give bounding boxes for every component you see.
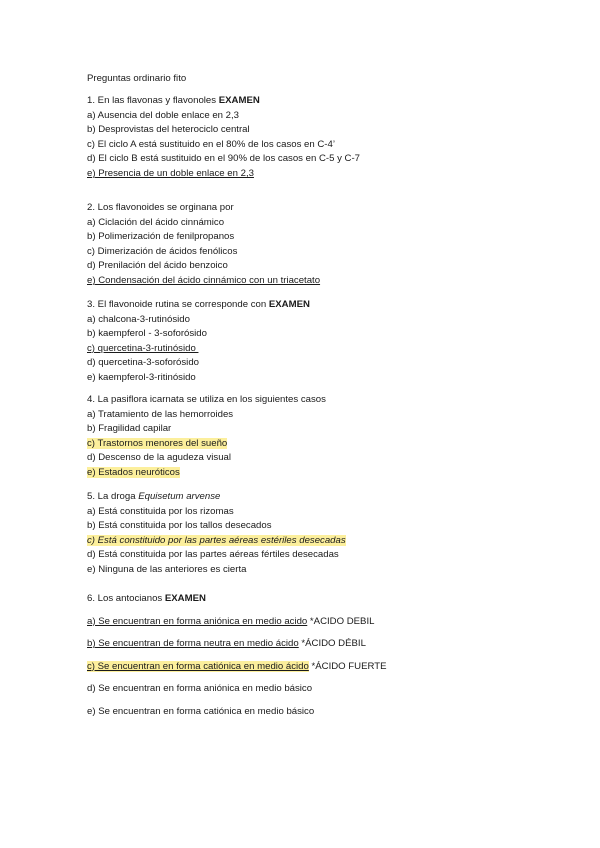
option-c-highlighted: c) Está constituido por las partes aéreas estériles desecadas xyxy=(87,534,346,546)
option-e-text: e) Se encuentran en forma catiónica en medio básico xyxy=(87,705,315,717)
exam-tag: EXAMEN xyxy=(268,299,310,310)
document-title: Preguntas ordinario fito xyxy=(87,73,187,84)
option-e-highlighted: e) Estados neuróticos xyxy=(87,466,180,478)
option-d: d) quercetina-3-soforósido xyxy=(87,357,199,369)
option-d: d) Está constituida por las partes aéreas fértiles desecadas xyxy=(87,549,339,561)
option-c: c) El ciclo A está sustituido en el 80% de los casos en C-4’ xyxy=(87,138,335,150)
question-stem xyxy=(87,490,567,505)
option-a: a) chalcona-3-rutinósido xyxy=(87,313,190,325)
question-5 xyxy=(87,490,567,578)
option-e-correct: e) Condensación del ácido cinnámico con un triacetato xyxy=(87,274,321,286)
question-6 xyxy=(87,588,567,723)
option-b-note: *ÁCIDO DÉBIL xyxy=(298,638,366,649)
question-4 xyxy=(87,393,567,481)
option-a: a) Está constituida por los rizomas xyxy=(87,505,234,517)
question-stem-text: 6. Los antocianos xyxy=(87,593,165,604)
option-a xyxy=(87,611,567,634)
option-b-text: b) Se encuentran de forma neutra en medio ácido xyxy=(87,638,299,649)
question-stem xyxy=(87,298,567,313)
option-b xyxy=(87,633,567,656)
option-d-text: d) Se encuentran en forma aniónica en medio básico xyxy=(87,683,313,694)
question-stem: 4. La pasiflora icarnata se utiliza en los siguientes casos xyxy=(87,394,326,405)
option-a-text: a) Se encuentran en forma aniónica en medio acido xyxy=(87,615,308,627)
option-d: d) Prenilación del ácido benzoico xyxy=(87,260,228,272)
option-e xyxy=(87,701,567,724)
option-a: a) Ausencia del doble enlace en 2,3 xyxy=(87,109,240,121)
option-b: b) Polimerización de fenilpropanos xyxy=(87,231,235,243)
option-d: d) El ciclo B está sustituido en el 90% de los casos en C-5 y C-7 xyxy=(87,153,361,165)
option-b: b) Desprovistas del heterociclo central xyxy=(87,124,250,136)
option-c-highlighted: c) Trastornos menores del sueño xyxy=(87,437,228,449)
question-1 xyxy=(87,94,567,182)
question-stem-text: 3. El flavonoide rutina se corresponde con xyxy=(87,299,269,310)
option-b: b) Fragilidad capilar xyxy=(87,423,172,435)
question-stem-text: 5. La droga xyxy=(87,491,139,502)
option-a: a) Ciclación del ácido cinnámico xyxy=(87,216,225,228)
option-c xyxy=(87,656,567,679)
option-a-note: *ACIDO DEBIL xyxy=(307,615,375,627)
option-a: a) Tratamiento de las hemorroides xyxy=(87,408,234,420)
question-2 xyxy=(87,201,567,289)
option-c-text-highlighted: c) Se encuentran en forma catiónica en medio ácido xyxy=(87,660,309,672)
question-stem xyxy=(87,94,567,109)
option-b: b) Está constituida por los tallos desecados xyxy=(87,520,272,532)
question-stem xyxy=(87,588,567,611)
species-name: Equisetum arvense xyxy=(138,491,221,502)
option-e-correct: e) Presencia de un doble enlace en 2,3 xyxy=(87,167,254,179)
option-e: e) Ninguna de las anteriores es cierta xyxy=(87,563,247,575)
question-stem-text: 1. En las flavonas y flavonoles xyxy=(87,95,219,106)
exam-tag: EXAMEN xyxy=(164,593,206,604)
option-d: d) Descenso de la agudeza visual xyxy=(87,452,231,464)
question-3 xyxy=(87,298,567,386)
exam-tag: EXAMEN xyxy=(218,95,260,106)
option-d xyxy=(87,678,567,701)
option-c: c) Dimerización de ácidos fenólicos xyxy=(87,245,238,257)
option-b: b) kaempferol - 3-soforósido xyxy=(87,328,207,340)
option-c-correct: c) quercetina-3-rutinósido xyxy=(87,342,199,354)
option-e: e) kaempferol-3-ritinósido xyxy=(87,371,196,383)
option-c-note: *ÁCIDO FUERTE xyxy=(308,660,387,672)
question-stem: 2. Los flavonoides se orginana por xyxy=(87,202,234,213)
